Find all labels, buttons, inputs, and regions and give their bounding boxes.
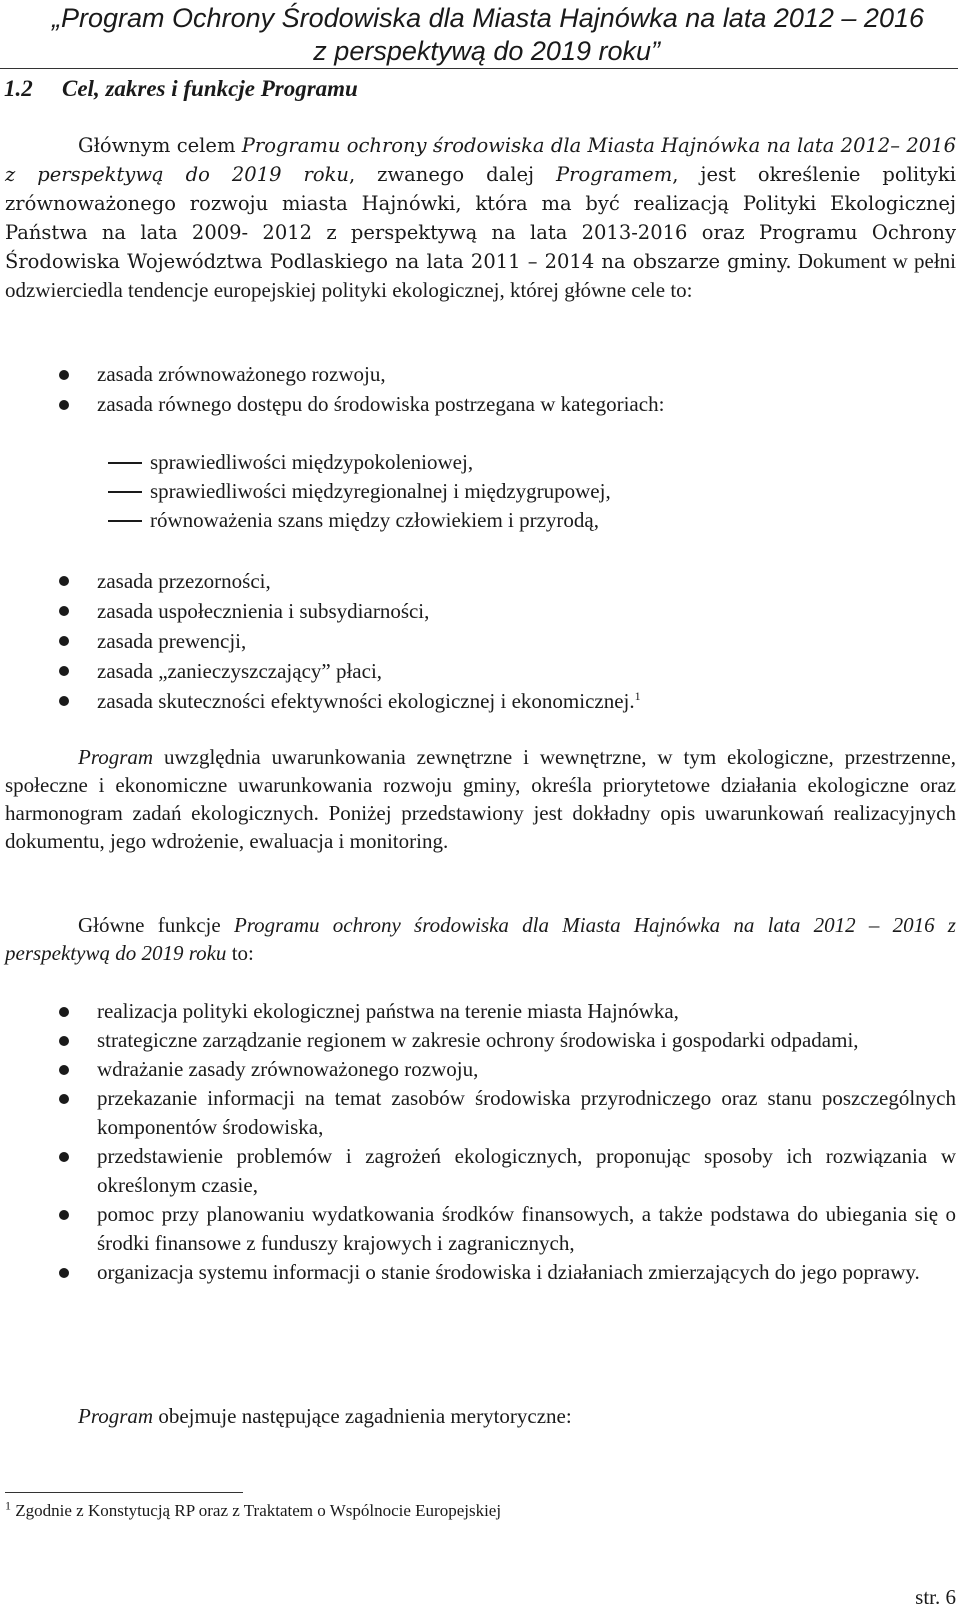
list-item: sprawiedliwości międzypokoleniowej, <box>0 448 956 477</box>
intro-program-term: Programem <box>556 163 673 186</box>
section-title: Cel, zakres i funkcje Programu <box>62 76 358 101</box>
list-item: realizacja polityki ekologicznej państwa na terenie miasta Hajnówka, <box>0 997 956 1026</box>
bullet-icon <box>59 606 69 616</box>
list-item: sprawiedliwości międzyregionalnej i międzygrupowej, <box>0 477 956 506</box>
bullet-icon <box>59 1210 69 1220</box>
footnote-number: 1 <box>5 1498 11 1513</box>
bullet-icon <box>59 1094 69 1104</box>
justice-list <box>0 448 956 535</box>
principles-list-b <box>0 566 956 716</box>
list-item: zasada uspołecznienia i subsydiarności, <box>0 596 956 626</box>
list-item: równoważenia szans między człowiekiem i przyrodą, <box>0 506 956 535</box>
header-line-2: z perspektywą do 2019 roku” <box>313 36 660 66</box>
paragraph-scope: Program obejmuje następujące zagadnienia merytoryczne: <box>78 1404 572 1428</box>
dash-icon <box>108 462 142 464</box>
list-item: zasada „zanieczyszczający” płaci, <box>0 656 956 686</box>
bullet-icon <box>59 636 69 646</box>
program-term: Program <box>78 1404 154 1428</box>
bullet-icon <box>59 1152 69 1162</box>
bullet-icon <box>59 1268 69 1278</box>
list-item: strategiczne zarządzanie regionem w zakresie ochrony środowiska i gospodarki odpadami, <box>0 1026 956 1055</box>
intro-text-c: , jest określenie polityki zrównoważonego rozwoju miasta Hajnówki, która ma być realizacją Polityki Ekologicznej Państwa na lata 2009- 2012 z perspektywą na lata 2013-2016 oraz Programu Ochrony Środowiska Województwa Podlaskiego na lata 2011 – 2014 na obszarze gminy. <box>5 163 956 273</box>
functions-list <box>0 997 956 1287</box>
page-number: str. 6 <box>915 1585 956 1609</box>
bullet-icon <box>59 400 69 410</box>
bullet-icon <box>59 1065 69 1075</box>
list-item: przekazanie informacji na temat zasobów środowiska przyrodniczego oraz stanu poszczególnych komponentów środowiska, <box>0 1084 956 1142</box>
bullet-icon <box>59 1036 69 1046</box>
intro-text-a: Głównym celem <box>78 134 242 157</box>
bullet-icon <box>59 666 69 676</box>
list-item: zasada prewencji, <box>0 626 956 656</box>
header-rule <box>0 68 958 69</box>
dash-icon <box>108 520 142 522</box>
list-item: zasada równego dostępu do środowiska postrzegana w kategoriach: <box>0 390 956 418</box>
list-item: organizacja systemu informacji o stanie środowiska i działaniach zmierzających do jego poprawy. <box>0 1258 956 1287</box>
running-header <box>0 2 960 68</box>
list-item: przedstawienie problemów i zagrożeń ekologicznych, proponując sposoby ich rozwiązania w określonym czasie, <box>0 1142 956 1200</box>
intro-text-d: Dokument w pełni odzwierciedla tendencje europejskiej polityki ekologicznej, której główne cele to: <box>5 249 956 302</box>
list-item: pomoc przy planowaniu wydatkowania środków finansowych, a także podstawa do ubiegania się o środki finansowe z funduszy krajowych i zagranicznych, <box>0 1200 956 1258</box>
list-item: zasada zrównoważonego rozwoju, <box>0 360 956 388</box>
bullet-icon <box>59 696 69 706</box>
bullet-icon <box>59 576 69 586</box>
footnote <box>5 1500 501 1522</box>
list-item: zasada przezorności, <box>0 566 956 596</box>
paragraph-functions-intro: Główne funkcje Programu ochrony środowiska dla Miasta Hajnówka na lata 2012 – 2016 z perspektywą do 2019 roku to: <box>5 913 956 965</box>
header-line-1: „Program Ochrony Środowiska dla Miasta Hajnówka na lata 2012 – 2016 <box>52 3 924 33</box>
dash-icon <box>108 491 142 493</box>
bullet-icon <box>59 370 69 380</box>
principles-list-a <box>0 360 956 418</box>
section-number: 1.2 <box>4 76 33 101</box>
bullet-icon <box>59 1007 69 1017</box>
paragraph-conditions: Program uwzględnia uwarunkowania zewnętrzne i wewnętrzne, w tym ekologiczne, przestrzenne, społeczne i ekonomiczne uwarunkowania rozwoju gminy, określa priorytetowe działania ekologiczne oraz harmonogram zadań ekologicznych. Poniżej przedstawiony jest dokładny opis uwarunkowań realizacyjnych dokumentu, jego wdrożenie, ewaluacja i monitoring. <box>5 745 956 853</box>
footnote-reference[interactable]: 1 <box>634 689 641 703</box>
intro-text-b: , zwanego dalej <box>348 163 557 186</box>
list-item: wdrażanie zasady zrównoważonego rozwoju, <box>0 1055 956 1084</box>
footnote-text: Zgodnie z Konstytucją RP oraz z Traktatem o Wspólnocie Europejskiej <box>11 1501 502 1520</box>
section-heading <box>4 74 358 104</box>
intro-paragraph <box>5 131 956 304</box>
intro-program-title: Programu ochrony środowiska dla Miasta Hajnówka na lata 2012– 2016 z perspektywą do 2019 roku <box>5 134 956 186</box>
footnote-rule <box>5 1492 243 1493</box>
program-term: Program <box>78 745 154 769</box>
list-item: zasada skuteczności efektywności ekologicznej i ekonomicznej.$^1$ <box>0 686 956 716</box>
program-title: Programu ochrony środowiska dla Miasta Hajnówka na lata 2012 – 2016 z perspektywą do 2019 roku <box>5 913 956 965</box>
